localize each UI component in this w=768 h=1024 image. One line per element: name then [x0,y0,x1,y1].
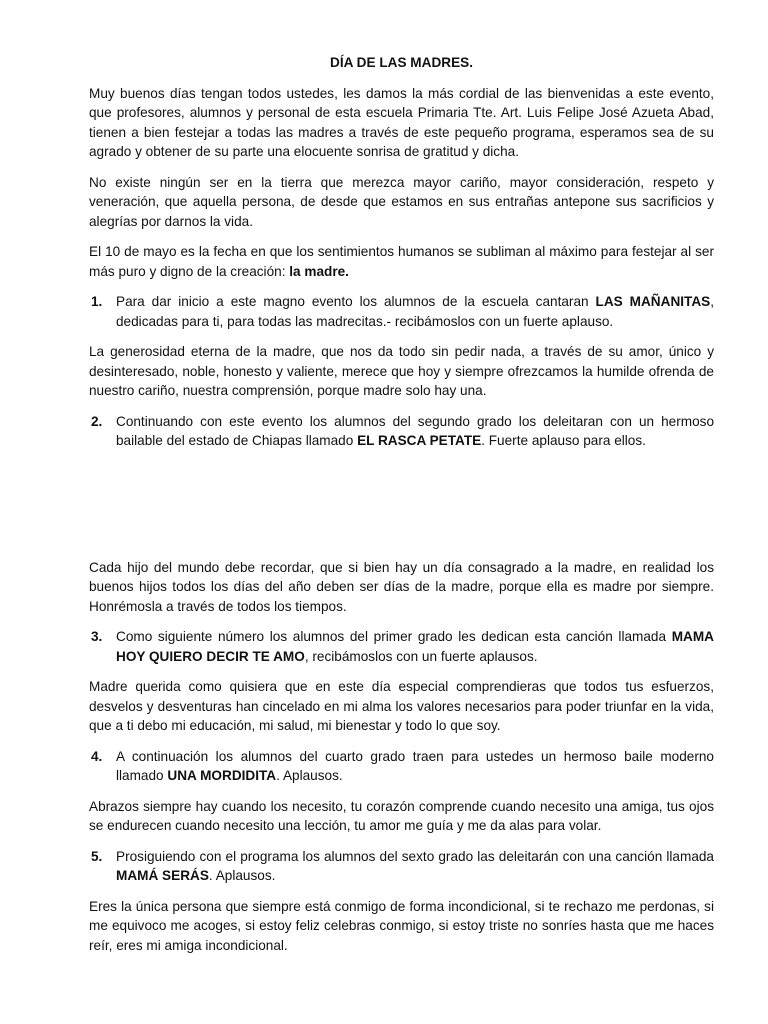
paragraph-generosidad: La generosidad eterna de la madre, que nos da todo sin pedir nada, a través de su amor, único y desinteresado, noble, honesto y valiente, merece que hoy y siempre ofrezcamos la humilde ofrenda de nuestro cariño, nuestra comprensión, porque madre solo hay una. [89,344,714,398]
program-item-number: 3. [91,629,103,644]
program-item-number: 2. [91,413,103,429]
paragraph-abrazos: Abrazos siempre hay cuando los necesito, tu corazón comprende cuando necesito una amiga, tus ojos se endurecen cuando necesito una lección, tu amor me guía y me da alas para volar. [89,798,714,833]
program-item-text: Para dar inicio a este magno evento los alumnos de la escuela cantaran [116,294,596,309]
program-item-number: 1. [91,294,103,309]
program-item-3 [89,627,714,666]
paragraph-10-de-mayo-bold: la madre. [289,263,349,279]
blank-gap [89,462,714,558]
program-item-title: EL RASCA PETATE [357,433,482,448]
program-item-5 [89,847,714,886]
program-item-text: Continuando con este evento los alumnos del segundo grado los deleitaran con un hermoso bailable del estado de Chiapas llamado [116,413,714,448]
paragraph-no-existe: No existe ningún ser en la tierra que merezca mayor cariño, mayor consideración, respeto y veneración, que aquella persona, de desde que estamos en sus entrañas antepone sus sacrificios y alegrías por darnos la vida. [89,174,714,229]
program-item-text: A continuación los alumnos del cuarto grado traen para ustedes un hermoso baile moderno llamado [116,748,714,783]
program-item-4 [89,747,714,786]
program-item-title: LAS MAÑANITAS [595,294,711,309]
program-item-title: UNA MORDIDITA [167,768,277,783]
paragraph-welcome: Muy buenos días tengan todos ustedes, les damos la más cordial de las bienvenidas a este evento, que profesores, alumnos y personal de esta escuela Primaria Tte. Art. Luis Felipe José Azueta Abad, tienen a bien festejar a todas las madres a través de este pequeño programa, esperamos sea de su agrado y obtener de su parte una elocuente sonrisa de gratitud y dicha. [89,85,714,159]
program-item-title: MAMÁ SERÁS [116,868,209,883]
paragraph-10-de-mayo [89,242,714,281]
program-item-number: 4. [91,748,103,764]
paragraph-10-de-mayo-text: El 10 de mayo es la fecha en que los sentimientos humanos se subliman al máximo para festejar al ser más puro y digno de la creación: [89,244,714,279]
program-item-text-end: . Fuerte aplauso para ellos. [481,433,646,448]
program-item-number: 5. [91,848,103,864]
document-title: DÍA DE LAS MADRES. [330,55,473,70]
program-item-title: MAMA HOY QUIERO DECIR TE AMO [116,629,714,664]
program-item-text-end: . Aplausos. [276,768,343,783]
program-item-text-end: . Aplausos. [208,868,276,883]
paragraph-eres-la-unica: Eres la única persona que siempre está conmigo de forma incondicional, si te rechazo me perdonas, si me equivoco me acoges, si estoy feliz celebras conmigo, si estoy triste no sonríes hasta que me haces reír, eres mi amiga incondicional. [89,898,714,953]
paragraph-cada-hijo: Cada hijo del mundo debe recordar, que si bien hay un día consagrado a la madre, en realidad los buenos hijos todos los días del año deben ser días de la madre, porque ella es madre por siempre. Honrémosla a través de todos los tiempos. [89,559,714,614]
document-body [89,53,714,966]
program-item-text: Como siguiente número los alumnos del primer grado les dedican esta canción llamada [116,629,672,644]
paragraph-madre-querida: Madre querida como quisiera que en este día especial comprendieras que todos tus esfuerzos, desvelos y desventuras han cincelado en mi alma los valores necesarios para poder triunfar en la vida, que a ti debo mi educación, mi salud, mi bienestar y todo lo que soy. [89,679,714,733]
program-item-1 [89,292,714,331]
program-item-text: Prosiguiendo con el programa los alumnos del sexto grado las deleitarán con una canción llamada [116,848,714,864]
program-item-2 [89,412,714,451]
program-item-text-end: , dedicadas para ti, para todas las madrecitas.- recibámoslos con un fuerte aplauso. [116,294,714,329]
program-item-text-end: , recibámoslos con un fuerte aplausos. [304,648,538,664]
